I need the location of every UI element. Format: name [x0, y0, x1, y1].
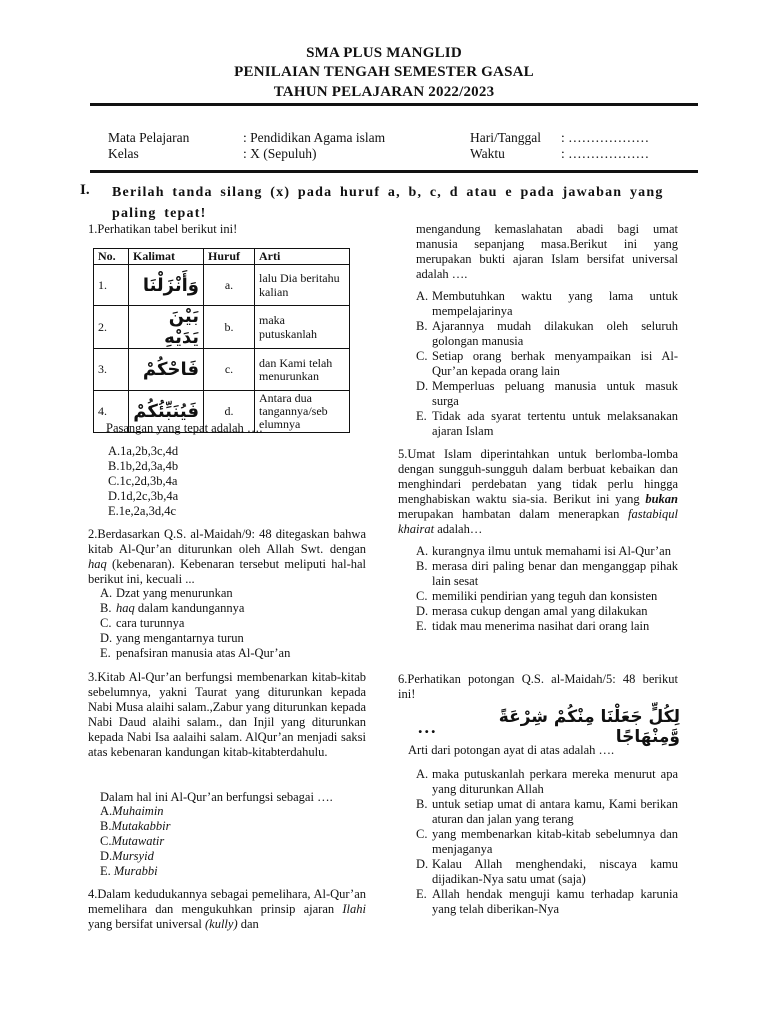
- class-label: Kelas: [108, 146, 139, 161]
- q1-stem: 1.Perhatikan tabel berikut ini!: [88, 222, 238, 236]
- q3-option-e[interactable]: [100, 864, 171, 879]
- q6-option-a[interactable]: [416, 767, 678, 797]
- option-letter: B.: [416, 319, 428, 333]
- header-divider-top: [90, 103, 698, 106]
- cell-no: 3.: [94, 349, 129, 391]
- option-letter: D.: [100, 631, 113, 645]
- q2-option-d[interactable]: [100, 631, 366, 646]
- cell-huruf: b.: [204, 306, 255, 349]
- section-instruction: Berilah tanda silang (x) pada huruf a, b, c, d atau e pada jawaban yang paling tepat!: [112, 185, 664, 221]
- q5-stem-text-2: merupakan hambatan dalam menerapkan: [398, 507, 628, 521]
- option-text: Membutuhkan waktu yang lama untuk mempelajarinya: [432, 289, 678, 318]
- option-letter: A.: [100, 804, 113, 818]
- class-value: : X (Sepuluh): [243, 146, 317, 161]
- option-text: Mutakabbir: [111, 819, 171, 833]
- q1-options: [108, 444, 178, 519]
- option-letter: C.: [416, 589, 428, 603]
- table-row: [94, 349, 350, 391]
- col-huruf: Huruf: [204, 249, 255, 265]
- q1-prompt: Pasangan yang tepat adalah ….: [106, 421, 263, 435]
- option-text: Setiap orang berhak menyampaikan isi Al-Qur’an kepada orang lain: [432, 349, 678, 378]
- option-letter: E.: [416, 409, 427, 423]
- q2-options: [100, 586, 366, 661]
- q6-verse-line: [418, 707, 680, 747]
- q5-stem-text: 5.Umat Islam diperintahkan untuk berlomba-lomba dengan sungguh-sungguh dalam berbuat kebaikan dan menghindari perdebatan yang tidak perlu hingga menghabiskan waktu sia-sia. Berikut ini yang: [398, 447, 678, 506]
- q6-option-b[interactable]: [416, 797, 678, 827]
- option-text: Tidak ada syarat tertentu untuk melaksanakan ajaran Islam: [432, 409, 678, 438]
- q1-table: [93, 248, 350, 433]
- time-label: Waktu: [470, 146, 505, 161]
- q4-stem-text-3: dan: [237, 917, 259, 931]
- day-label: Hari/Tanggal: [470, 130, 542, 145]
- q6-prompt: Arti dari potongan ayat di atas adalah ….: [408, 743, 615, 757]
- option-letter: E.: [100, 646, 111, 660]
- option-letter: C.: [416, 827, 428, 841]
- q5-options: [416, 544, 678, 634]
- q4-stem-text-2: yang bersifat universal: [88, 917, 205, 931]
- q5-stem: [398, 447, 678, 537]
- q4-options: [416, 289, 678, 439]
- q1-option-e[interactable]: E.1e,2a,3d,4c: [108, 504, 177, 518]
- cell-no: 4.: [94, 391, 129, 433]
- option-text: Mursyid: [112, 849, 154, 863]
- academic-year: TAHUN PELAJARAN 2022/2023: [273, 84, 495, 100]
- cell-no: 2.: [94, 306, 129, 349]
- q5-stem-text-3: adalah…: [434, 522, 483, 536]
- q6-option-d[interactable]: [416, 857, 678, 887]
- col-no: No.: [94, 249, 129, 265]
- q2-stem-text-2: (kebenaran). Kebenaran tersebut meliputi hal-hal berikut ini, kecuali ...: [88, 557, 366, 586]
- option-letter: A.: [416, 289, 429, 303]
- cell-arti: lalu Dia beritahu kalian: [255, 265, 350, 306]
- option-text: yang membenarkan kitab-kitab sebelumnya dan menjaganya: [432, 827, 678, 856]
- option-letter: A.: [416, 544, 429, 558]
- option-letter: B.: [100, 601, 112, 615]
- q4-option-c[interactable]: [416, 349, 678, 379]
- cell-no: 1.: [94, 265, 129, 306]
- option-text: Muhaimin: [112, 804, 164, 818]
- q4-option-a[interactable]: [416, 289, 678, 319]
- option-text: Kalau Allah menghendaki, niscaya kamu dijadikan-Nya satu umat (saja): [432, 857, 678, 886]
- q2-option-c[interactable]: [100, 616, 366, 631]
- option-text: merasa cukup dengan amal yang dilakukan: [432, 604, 648, 618]
- cell-arti: dan Kami telah menurunkan: [255, 349, 350, 391]
- col-arti: Arti: [255, 249, 350, 265]
- q2-stem-text: 2.Berdasarkan Q.S. al-Maidah/9: 48 ditegaskan bahwa kitab Al-Qur’an diturunkan oleh Allah Swt. dengan: [88, 527, 366, 556]
- cell-kalimat: وَأَنْزَلْنَا: [129, 265, 204, 306]
- q4-stem-text: 4.Dalam kedudukannya sebagai pemelihara, Al-Qur’an memelihara dan mengukuhkan prinsip ajaran: [88, 887, 366, 916]
- verse-ellipsis: ...: [418, 716, 438, 737]
- option-letter: B.: [416, 797, 428, 811]
- option-text: haq dalam kandungannya: [116, 601, 245, 615]
- q5-option-a[interactable]: [416, 544, 678, 559]
- cell-kalimat: فَيُنَبِّئُكُمْ: [129, 391, 204, 433]
- school-name: SMA PLUS MANGLID: [306, 45, 462, 61]
- option-letter: A.: [100, 586, 113, 600]
- option-text: kurangnya ilmu untuk memahami isi Al-Qur’an: [432, 544, 671, 558]
- option-letter: E.: [416, 887, 427, 901]
- option-letter: D.: [416, 379, 429, 393]
- q4-option-d[interactable]: [416, 379, 678, 409]
- q3-option-d[interactable]: [100, 849, 171, 864]
- day-value: : ………………: [561, 130, 650, 145]
- option-letter: C.: [416, 349, 428, 363]
- option-text: tidak mau menerima nasihat dari orang lain: [432, 619, 650, 633]
- option-text: maka putuskanlah perkara mereka menurut apa yang diturunkan Allah: [432, 767, 678, 796]
- q5-term-bukan: bukan: [645, 492, 678, 506]
- option-text: Murabbi: [113, 864, 158, 878]
- header-divider-bottom: [90, 170, 698, 173]
- option-letter: D.: [416, 604, 429, 618]
- q3-option-c[interactable]: [100, 834, 171, 849]
- section-number: I.: [80, 182, 90, 198]
- subject-label: Mata Pelajaran: [108, 130, 190, 145]
- q1-option-b[interactable]: B.1b,2d,3a,4b: [108, 459, 179, 473]
- q3-option-a[interactable]: [100, 804, 171, 819]
- cell-kalimat: بَيْنَ يَدَيْهِ: [129, 306, 204, 349]
- cell-huruf: a.: [204, 265, 255, 306]
- option-letter: D.: [100, 849, 113, 863]
- option-text: Ajarannya mudah dilakukan oleh seluruh golongan manusia: [432, 319, 678, 348]
- q1-table-header: [94, 249, 350, 265]
- q4-term-ilahi: Ilahi: [342, 902, 366, 916]
- option-text: yang mengantarnya turun: [116, 631, 244, 645]
- q6-option-e[interactable]: [416, 887, 678, 917]
- option-text: untuk setiap umat di antara kamu, Kami berikan aturan dan jalan yang terang: [432, 797, 678, 826]
- q5-term-fastabiqul: fastabiqul khairat: [398, 507, 678, 536]
- q1-option-c[interactable]: C.1c,2d,3b,4a: [108, 474, 178, 488]
- q1-option-a[interactable]: A.1a,2b,3c,4d: [108, 444, 179, 458]
- option-letter: C.: [100, 834, 112, 848]
- q4-option-e[interactable]: [416, 409, 678, 439]
- cell-huruf: d.: [204, 391, 255, 433]
- q5-option-d[interactable]: [416, 604, 678, 619]
- option-text: merasa diri paling benar dan menganggap pihak lain sesat: [432, 559, 678, 588]
- option-letter: A.: [416, 767, 429, 781]
- option-letter: E.: [416, 619, 427, 633]
- q5-option-c[interactable]: [416, 589, 678, 604]
- col-kalimat: Kalimat: [129, 249, 204, 265]
- table-row: [94, 306, 350, 349]
- q3-options: [100, 804, 171, 879]
- q5-option-b[interactable]: [416, 559, 678, 589]
- q2-option-b[interactable]: [100, 601, 366, 616]
- exam-title: PENILAIAN TENGAH SEMESTER GASAL: [234, 64, 534, 80]
- q6-option-c[interactable]: [416, 827, 678, 857]
- cell-arti: maka putuskanlah: [255, 306, 350, 349]
- q3-option-b[interactable]: [100, 819, 171, 834]
- q2-option-e[interactable]: [100, 646, 366, 661]
- option-text: Dzat yang menurunkan: [116, 586, 233, 600]
- q3-stem: 3.Kitab Al-Qur’an berfungsi membenarkan kitab-kitab sebelumnya, yakni Taurat yang diturunkan kepada Nabi Musa alaihi salam.,Zabur yang diturunkan kepada Nabi Daud alaihi salam., dan Injil yang diturunkan kepada Nabi Isa aalaihi salam. AlQur’an menjadi saksi atas kebenaran kandungan kitab-kitabterdahulu.: [88, 670, 366, 759]
- option-text: Mutawatir: [111, 834, 165, 848]
- q6-options: [416, 767, 678, 917]
- option-letter: B.: [100, 819, 112, 833]
- option-text: Memperluas peluang manusia untuk masuk surga: [432, 379, 678, 408]
- option-letter: E.: [100, 864, 111, 878]
- option-text: Allah hendak menguji kamu terhadap karunia yang telah diberikan-Nya: [432, 887, 678, 916]
- cell-huruf: c.: [204, 349, 255, 391]
- table-row: [94, 265, 350, 306]
- option-text: cara turunnya: [116, 616, 185, 630]
- cell-arti: Antara dua tangannya/seb elumnya: [255, 391, 350, 433]
- q4-stem-continued: mengandung kemaslahatan abadi bagi umat manusia sepanjang masa.Berikut ini yang merupakan bukti ajaran Islam bersifat universal adalah ….: [416, 222, 678, 281]
- q3-prompt: Dalam hal ini Al-Qur’an berfungsi sebagai ….: [100, 790, 333, 804]
- cell-kalimat: فَاحْكُمْ: [129, 349, 204, 391]
- subject-value: : Pendidikan Agama islam: [243, 130, 386, 145]
- q4-stem: [88, 887, 366, 932]
- q1-option-d[interactable]: D.1d,2c,3b,4a: [108, 489, 179, 503]
- q6-stem: 6.Perhatikan potongan Q.S. al-Maidah/5: 48 berikut ini!: [398, 672, 678, 701]
- option-letter: C.: [100, 616, 112, 630]
- time-value: : ………………: [561, 146, 650, 161]
- q2-term-haq: haq: [88, 557, 107, 571]
- option-text: memiliki pendirian yang teguh dan konsisten: [432, 589, 658, 603]
- q4-term-kully: (kully): [204, 917, 238, 931]
- q2-stem: [88, 527, 366, 587]
- option-letter: D.: [416, 857, 429, 871]
- q6-arabic-verse: لِكُلٍّ جَعَلْنَا مِنْكُمْ شِرْعَةً وَّمِنْهَاجًا: [498, 707, 680, 747]
- option-text: penafsiran manusia atas Al-Qur’an: [116, 646, 291, 660]
- q5-option-e[interactable]: [416, 619, 678, 634]
- q4-option-b[interactable]: [416, 319, 678, 349]
- q2-option-a[interactable]: [100, 586, 366, 601]
- option-letter: B.: [416, 559, 428, 573]
